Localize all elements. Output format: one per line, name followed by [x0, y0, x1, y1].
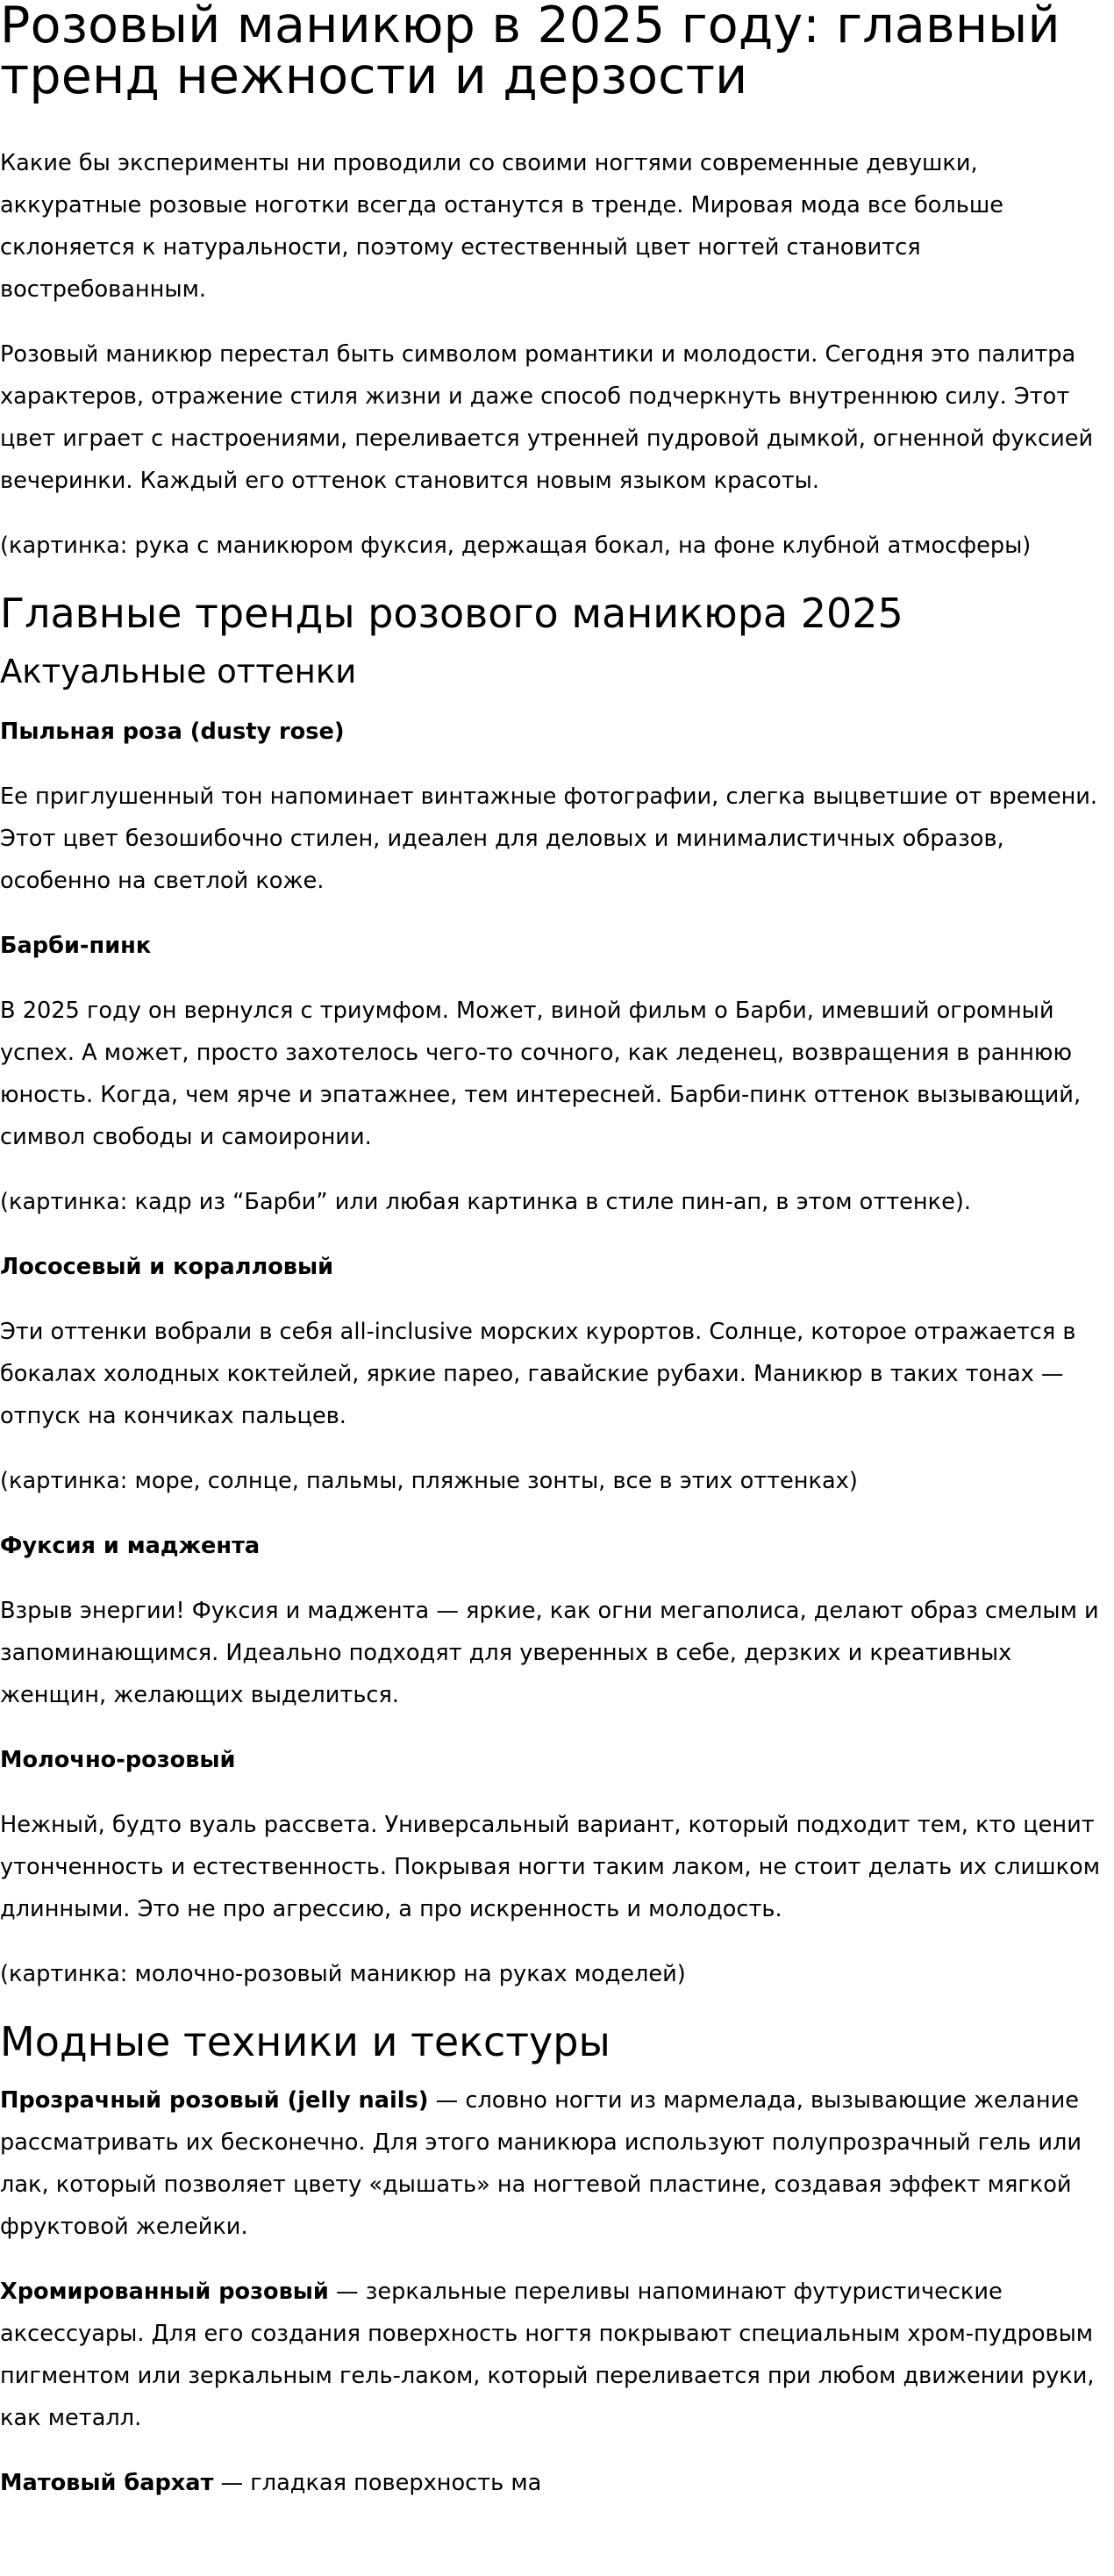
image-placeholder-note: (картинка: молочно-розовый маникюр на руках моделей) — [0, 1961, 686, 1987]
shade-text-dusty-rose: Ее приглушенный тон напоминает винтажные фотографии, слегка выцветшие от времени. Этот цвет безошибочно стилен, идеален для деловых и минималистичных образов, особенно на светлой коже. — [0, 784, 1098, 894]
technique-jelly-nails — [0, 2079, 1114, 2248]
image-placeholder-note: (картинка: рука с маникюром фуксия, держащая бокал, на фоне клубной атмосферы) — [0, 533, 1032, 559]
trends-heading: Главные тренды розового маникюра 2025 — [0, 590, 903, 637]
technique-text: — гладкая поверхность ма — [213, 2470, 542, 2496]
shade-text-milky-pink: Нежный, будто вуаль рассвета. Универсальный вариант, который подходит тем, кто ценит утонченность и естественность. Покрывая ногти таким лаком, не стоит делать их слишком длинными. Это не про агрессию, а про искренность и молодость. — [0, 1812, 1101, 1922]
shade-text-salmon-coral: Эти оттенки вобрали в себя all-inclusive морских курортов. Солнце, которое отражается в бокалах холодных коктейлей, яркие парео, гавайские рубахи. Маникюр в таких тонах — отпуск на кончиках пальцев. — [0, 1319, 1076, 1429]
technique-chrome-pink — [0, 2271, 1114, 2439]
image-placeholder-note: (картинка: кадр из “Барби” или любая картинка в стиле пин-ап, в этом оттенке). — [0, 1189, 971, 1215]
technique-name: Матовый бархат — [0, 2470, 214, 2496]
shade-text-barbie-pink: В 2025 году он вернулся с триумфом. Может, виной фильм о Барби, имевший огромный успех. А может, просто захотелось чего-то сочного, как леденец, возвращения в раннюю юность. Когда, чем ярче и эпатажнее, тем интересней. Барби-пинк оттенок вызывающий, символ свободы и самоиронии. — [0, 998, 1082, 1150]
shade-text-fuchsia-magenta: Взрыв энергии! Фуксия и маджента — яркие, как огни мегаполиса, делают образ смелым и запоминающимся. Идеально подходят для уверенных в себе, дерзких и креативных женщин, желающих выделиться. — [0, 1598, 1099, 1708]
techniques-heading: Модные техники и текстуры — [0, 2018, 611, 2065]
shade-name-barbie-pink: Барби-пинк — [0, 933, 152, 959]
intro-paragraph-2: Розовый маникюр перестал быть символом романтики и молодости. Сегодня это палитра характеров, отражение стиля жизни и даже способ подчеркнуть внутреннюю силу. Этот цвет играет с настроениями, переливается утренней пудровой дымкой, огненной фуксией вечеринки. Каждый его оттенок становится новым языком красоты. — [0, 341, 1094, 494]
shades-heading: Актуальные оттенки — [0, 653, 357, 691]
intro-paragraph-1: Какие бы эксперименты ни проводили со своими ногтями современные девушки, аккуратные розовые ноготки всегда останутся в тренде. Мировая мода все больше склоняется к натуральности, поэтому естественный цвет ногтей становится востребованным. — [0, 150, 1004, 303]
technique-text: — словно ногти из мармелада, вызывающие желание рассматривать их бесконечно. Для этого маникюра используют полупрозрачный гель или лак, который позволяет цвету «дышать» на ногтевой пластине, создавая эффект мягкой фруктовой желейки. — [0, 2087, 1082, 2240]
shade-name-milky-pink: Молочно-розовый — [0, 1747, 236, 1773]
technique-text: — зеркальные переливы напоминают футуристические аксессуары. Для его создания поверхность ногтя покрывают специальным хром-пудровым пигментом или зеркальным гель-лаком, который переливается при любом движении руки, как металл. — [0, 2279, 1095, 2431]
technique-matte-velvet — [0, 2462, 1114, 2504]
shade-name-salmon-coral: Лососевый и коралловый — [0, 1254, 334, 1280]
page-title: Розовый маникюр в 2025 году: главный тренд нежности и дерзости — [0, 0, 1060, 105]
image-placeholder-note: (картинка: море, солнце, пальмы, пляжные зонты, все в этих оттенках) — [0, 1468, 858, 1494]
shade-name-dusty-rose: Пыльная роза (dusty rose) — [0, 719, 345, 745]
technique-name: Хромированный розовый — [0, 2279, 329, 2305]
technique-name: Прозрачный розовый (jelly nails) — [0, 2087, 429, 2114]
shade-name-fuchsia-magenta: Фуксия и маджента — [0, 1533, 261, 1559]
